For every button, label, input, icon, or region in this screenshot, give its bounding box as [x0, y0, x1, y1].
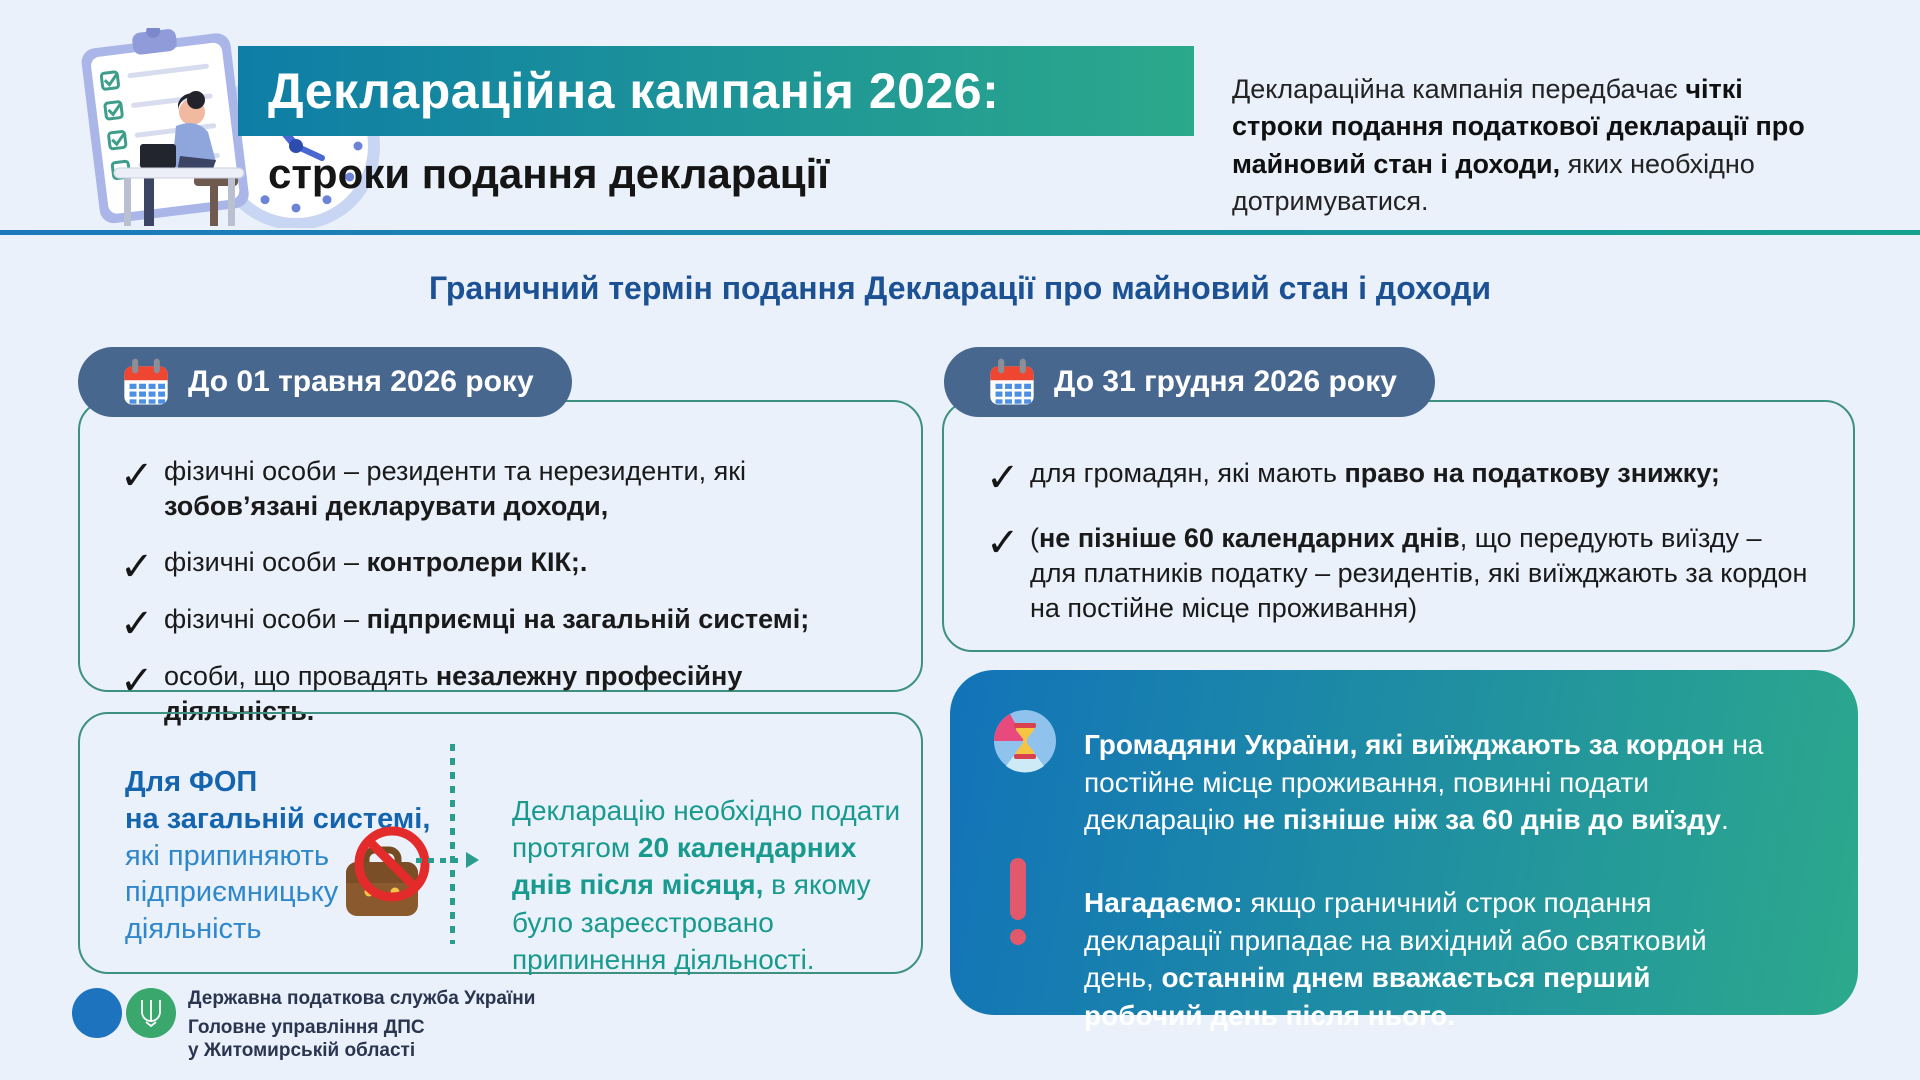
hourglass-badge-icon	[992, 708, 1058, 774]
fop-line: підприємницьку	[125, 876, 339, 909]
checkmark-icon: ✓	[120, 454, 154, 498]
notice-paragraph-reminder: Нагадаємо: якщо граничний строк подання декларації припадає на вихідний або святковий день, останнім днем вважається перший робочий день після нього.	[1084, 887, 1707, 1031]
checkmark-icon: ✓	[120, 659, 154, 704]
page-title: Деклараційна кампанія 2026:	[268, 63, 1000, 119]
intro-paragraph: Деклараційна кампанія передбачає чіткі строки подання податкової декларації про майновий стан і доходи, яких необхідно дотримуватися.	[1232, 74, 1805, 216]
footer-org-line: Державна податкова служба України	[188, 988, 536, 1009]
fop-line: на загальній системі,	[125, 802, 431, 835]
page-subtitle: строки подання декларації	[268, 150, 830, 197]
fop-panel	[78, 712, 923, 974]
section-heading: Граничний термін подання Декларації про майновий стан і доходи	[428, 270, 1492, 306]
checklist-item	[120, 454, 883, 524]
checklist-item	[120, 545, 883, 590]
notice-paragraph-60-days: Громадяни України, які виїжджають за кордон на постійне місце проживання, повинні подати декларацію не пізніше ніж за 60 днів до виїзду.	[1084, 729, 1764, 836]
header-divider	[0, 230, 1920, 235]
december-deadline-panel	[942, 400, 1855, 652]
exclamation-icon	[1010, 858, 1026, 945]
checkmark-icon: ✓	[986, 456, 1020, 500]
deadline-pill-may-label: До 01 травня 2026 року	[188, 365, 534, 398]
notice-panel	[950, 670, 1858, 1031]
dotted-divider	[450, 744, 455, 944]
footer-org-line: Головне управління ДПС	[188, 1017, 425, 1039]
dotted-arrow-icon	[416, 852, 479, 868]
deadline-pill-december	[944, 347, 1435, 417]
fop-line: Для ФОП	[125, 766, 258, 798]
trident-icon	[138, 998, 164, 1028]
title-banner	[238, 46, 1194, 136]
checklist-item-text: (не пізніше 60 календарних днів, що передують виїзду – для платників податку – резидентів, які виїжджають за кордон на постійне місце проживання)	[1030, 523, 1808, 624]
checklist-item-text: особи, що провадять незалежну професійну діяльність.	[164, 661, 743, 727]
checkmark-icon: ✓	[120, 602, 154, 647]
fop-note-text: Декларацію необхідно подати протягом 20 календарних днів після місяця, в якому було зареєстровано припинення діяльності.	[512, 795, 901, 975]
footer-org-line: у Житомирській області	[188, 1039, 416, 1061]
checklist-item	[120, 602, 883, 647]
footer-org-text	[188, 988, 535, 1062]
trident-logo	[126, 988, 176, 1038]
checkmark-icon: ✓	[120, 545, 154, 590]
fop-line: діяльність	[125, 913, 262, 946]
may-deadline-panel	[78, 400, 923, 727]
deadline-pill-may	[78, 347, 572, 417]
checklist-item	[986, 456, 1815, 500]
checklist-item-text: фізичні особи – резиденти та нерезиденти, які зобов’язані декларувати доходи,	[164, 456, 747, 522]
briefcase-prohibited-icon	[330, 822, 440, 932]
dps-logo-blue	[72, 988, 122, 1038]
checklist-item-text: для громадян, які мають право на податкову знижку;	[1030, 458, 1720, 488]
checklist-item	[986, 521, 1815, 626]
fop-line: які припиняють	[125, 839, 330, 872]
checklist-item-text: фізичні особи – контролери КІК;.	[164, 547, 588, 578]
checklist-item-text: фізичні особи – підприємці на загальній системі;	[164, 604, 810, 635]
calendar-icon	[986, 356, 1038, 408]
calendar-icon	[120, 356, 172, 408]
checkmark-icon: ✓	[986, 521, 1020, 565]
deadline-pill-december-label: До 31 грудня 2026 року	[1054, 365, 1397, 398]
